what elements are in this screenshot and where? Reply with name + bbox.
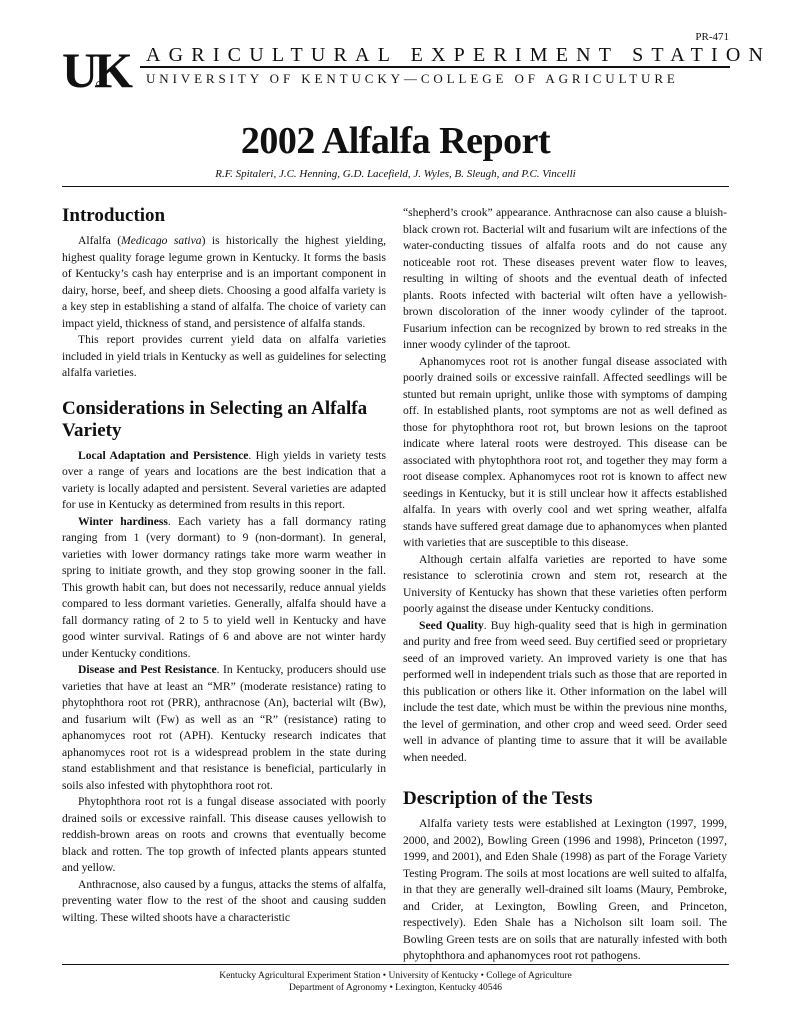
disease-resistance-label: Disease and Pest Resistance bbox=[78, 663, 217, 676]
sclerotinia-paragraph: Although certain alfalfa varieties are reported to have some resistance to sclerotinia crown and stem rot, research at the University of Kentucky has shown that these varieties often perform poorly against the disease under Kentucky conditions. bbox=[403, 552, 727, 615]
tests-heading: Description of the Tests bbox=[403, 788, 593, 809]
right-column bbox=[403, 205, 727, 965]
left-column bbox=[62, 205, 386, 926]
winter-hardiness-paragraph: Winter hardiness. Each variety has a fall dormancy rating ranging from 1 (very dormant) to 9 (non-dormant). In general, varieties with lower dormancy ratings take more warm weather in spring to initiate growth, and they stop growing sooner in the fall. This growth habit can, but does not necessarily, reduce annual yields compared to less dormant varieties. Generally, alfalfa should have a fall dormancy rating of 2 to 5 to yield well in Kentucky and have good winter survival. Ratings of 6 and above are not winter hardy under Kentucky conditions. bbox=[62, 514, 386, 660]
footer-line-2: Department of Agronomy • Lexington, Kentucky 40546 bbox=[288, 983, 503, 993]
tests-paragraph: Alfalfa variety tests were established at Lexington (1997, 1999, 2000, and 2002), Bowling Green (1996 and 1998), Princeton (1997, 1999, and 2001), and Eden Shale (1998) as part of the Forage Variety Testing Program. The soils at most locations are well suited to alfalfa, in that they are generally well-drained silt loams (Maury, Pembroke, and Crider, at Lexington, Bowling Green, and Princeton, respectively). Eden Shale has a Nicholson silt loam soil. The Bowling Green tests are on soils that are naturally infested with both phytophthora and aphanomyces root rot pathogens. bbox=[403, 817, 727, 962]
svg-text:UK: UK bbox=[62, 44, 129, 90]
scientific-name: Medicago sativa bbox=[121, 234, 202, 247]
phytophthora-paragraph: Phytophthora root rot is a fungal disease associated with poorly drained soils or excessive rainfall. This disease causes yellowish to reddish-brown areas on roots and crowns that eventually become black and rotten. The top growth of infected plants appears stunted and yellow. bbox=[62, 795, 386, 874]
intro-paragraph-1: Alfalfa (Medicago sativa) is historically the highest yielding, highest quality forage legume grown in Kentucky. It forms the basis of Kentucky’s cash hay enterprise and is an important component in dairy, horse, beef, and sheep diets. Choosing a good alfalfa variety is a key step in establishing a stand of alfalfa. The choice of variety can impact yield, thickness of stand, and persistence of alfalfa stands. bbox=[62, 234, 387, 330]
authors: R.F. Spitaleri, J.C. Henning, G.D. Lacefield, J. Wyles, B. Sleugh, and P.C. Vincelli bbox=[215, 168, 576, 180]
uk-logo bbox=[62, 44, 136, 90]
masthead-rule bbox=[140, 66, 730, 68]
considerations-heading: Considerations in Selecting an Alfalfa Variety bbox=[62, 397, 368, 441]
title-rule bbox=[62, 186, 729, 187]
intro-paragraph-2: This report provides current yield data on alfalfa varieties included in yield trials in Kentucky as well as guidelines for selecting alfalfa varieties. bbox=[62, 333, 386, 379]
seed-quality-paragraph: Seed Quality. Buy high-quality seed that is high in germination and purity and free from weed seed. Buy certified seed or proprietary seed of an improved variety. An improved variety is one that has performed well in independent trials such as those that are reported in this publication or others like it. Other information on the label will include the test date, which must be within the previous nine months, the level of germination, and other crop and weed seed. Order seed well in advance of planting time to assure that it will be available when needed. bbox=[403, 618, 727, 764]
report-title: 2002 Alfalfa Report bbox=[240, 120, 551, 162]
seed-quality-label: Seed Quality bbox=[419, 618, 484, 632]
footer bbox=[0, 970, 791, 994]
footer-line-1: Kentucky Agricultural Experiment Station • University of Kentucky • College of Agriculture bbox=[219, 971, 572, 981]
university-name: UNIVERSITY OF KENTUCKY—COLLEGE OF AGRICULTURE bbox=[146, 71, 679, 86]
footer-rule bbox=[62, 964, 729, 965]
local-adaptation-paragraph: Local Adaptation and Persistence. High yields in variety tests over a range of years and locations are the best indication that a variety is locally adapted and persistent. Several varieties are adapted for use in Kentucky as determined from results in this report. bbox=[62, 448, 386, 511]
station-name: AGRICULTURAL EXPERIMENT STATION bbox=[146, 44, 772, 66]
masthead bbox=[62, 44, 772, 90]
publication-number: PR-471 bbox=[695, 31, 729, 43]
aphanomyces-paragraph: Aphanomyces root rot is another fungal disease associated with poorly drained soils or excessive rainfall. Affected seedlings will be stunted but remain upright, unlike those with symptoms of damping off. In established plants, root symptoms are not as well defined as those for phytophthora root rot, but brown lesions on the taproot indicate where lateral roots were destroyed. This disease can be associated with phytophthora root rot, and together they may form a root disease complex. Aphanomyces root rot is known to affect new seedings in Kentucky, but it is still unclear how it affects established alfalfa. In years with overly cool and wet spring weather, alfalfa stands have suffered great damage due to aphanomyces when planted with varieties that are susceptible to this disease. bbox=[403, 354, 727, 549]
wilt-diseases-paragraph: “shepherd’s crook” appearance. Anthracnose can also cause a bluish-black crown rot. Bacterial wilt and fusarium wilt are infections of the water-conducting tissues of alfalfa roots and do not cause any noticeable root rot. These diseases prevent water flow to leaves, resulting in wilting of shoots and the eventual death of infected plants. Roots infected with bacterial wilt often have a yellowish-brown discoloration of the inner woody cylinder of the taproot. Fusarium infection can be recognized by brown to red streaks in the inner woody cylinder of the taproot. bbox=[403, 206, 727, 351]
anthracnose-paragraph: Anthracnose, also caused by a fungus, attacks the stems of alfalfa, preventing water flow to the rest of the shoot and causing sudden wilting. These wilted shoots have a characteristic bbox=[62, 877, 386, 924]
disease-resistance-paragraph: Disease and Pest Resistance. In Kentucky, producers should use varieties that have at least an “MR” (moderate resistance) rating to phytophthora root rot (PRR), anthracnose (An), bacterial wilt (Bw), and fusarium wilt (Fw) as well as an “R” (resistance) rating to aphanomyces root rot (APH). Kentucky research indicates that aphanomyces root rot is a widespread problem in the state during stand establishment and that resistance is beneficial, particularly in soils also infested with phytophthora root rot. bbox=[62, 663, 386, 792]
local-adaptation-label: Local Adaptation and Persistence bbox=[78, 448, 249, 462]
winter-hardiness-label: Winter hardiness bbox=[78, 514, 168, 528]
intro-heading: Introduction bbox=[62, 205, 166, 226]
